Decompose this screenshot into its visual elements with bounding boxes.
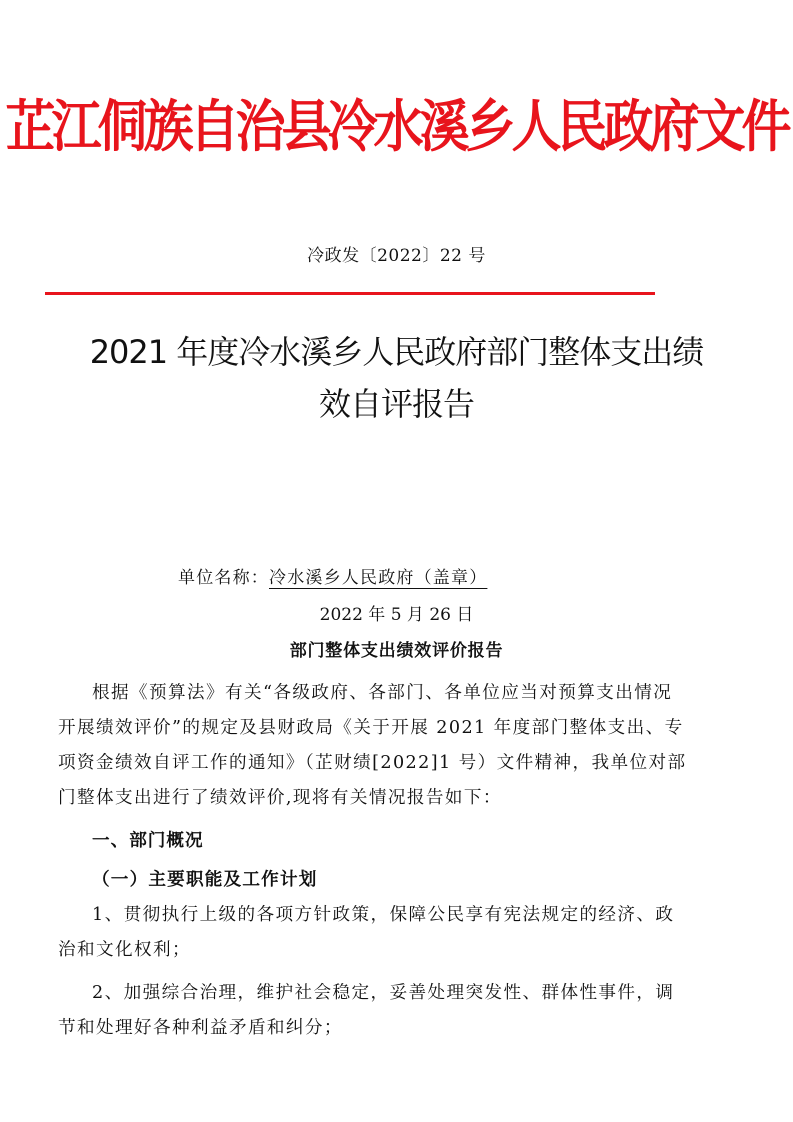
report-title-line-1: 2021 年度冷水溪乡人民政府部门整体支出绩 <box>89 333 704 371</box>
intro-line-3: 项资金绩效自评工作的通知》（芷财绩[2022]1 号）文件精神，我单位对部 <box>58 753 687 773</box>
unit-name-line <box>178 565 487 591</box>
item-1-line-2: 治和文化权利； <box>58 940 191 960</box>
item-2-line-1: 2、加强综合治理，维护社会稳定，妥善处理突发性、群体性事件，调 <box>92 983 675 1003</box>
red-divider-rule <box>45 292 655 295</box>
intro-line-4: 门整体支出进行了绩效评价,现将有关情况报告如下： <box>58 788 502 808</box>
list-item <box>58 976 743 1046</box>
unit-name-label: 单位名称： <box>178 568 269 588</box>
masthead-title: 芷江侗族自治县冷水溪乡人民政府文件 <box>5 94 788 160</box>
intro-line-1: 根据《预算法》有关“各级政府、各部门、各单位应当对预算支出情况 <box>92 683 673 703</box>
report-heading: 部门整体支出绩效评价报告 <box>289 641 504 661</box>
item-1-line-1: 1、贯彻执行上级的各项方针政策，保障公民享有宪法规定的经济、政 <box>92 905 675 925</box>
report-title <box>40 326 753 430</box>
subsection-heading-functions: （一）主要职能及工作计划 <box>92 869 318 890</box>
item-2-line-2: 节和处理好各种利益矛盾和纠分； <box>58 1018 343 1038</box>
document-number: 冷政发〔2022〕22 号 <box>307 246 486 266</box>
section-heading-overview: 一、部门概况 <box>92 831 204 851</box>
intro-paragraph <box>58 676 743 816</box>
unit-name-value: 冷水溪乡人民政府（盖章） <box>269 568 488 588</box>
list-item <box>58 898 743 968</box>
intro-line-2: 开展绩效评价”的规定及县财政局《关于开展 2021 年度部门整体支出、专 <box>58 718 684 738</box>
report-date: 2022 年 5 月 26 日 <box>319 605 474 625</box>
report-title-line-2: 效自评报告 <box>318 385 474 423</box>
